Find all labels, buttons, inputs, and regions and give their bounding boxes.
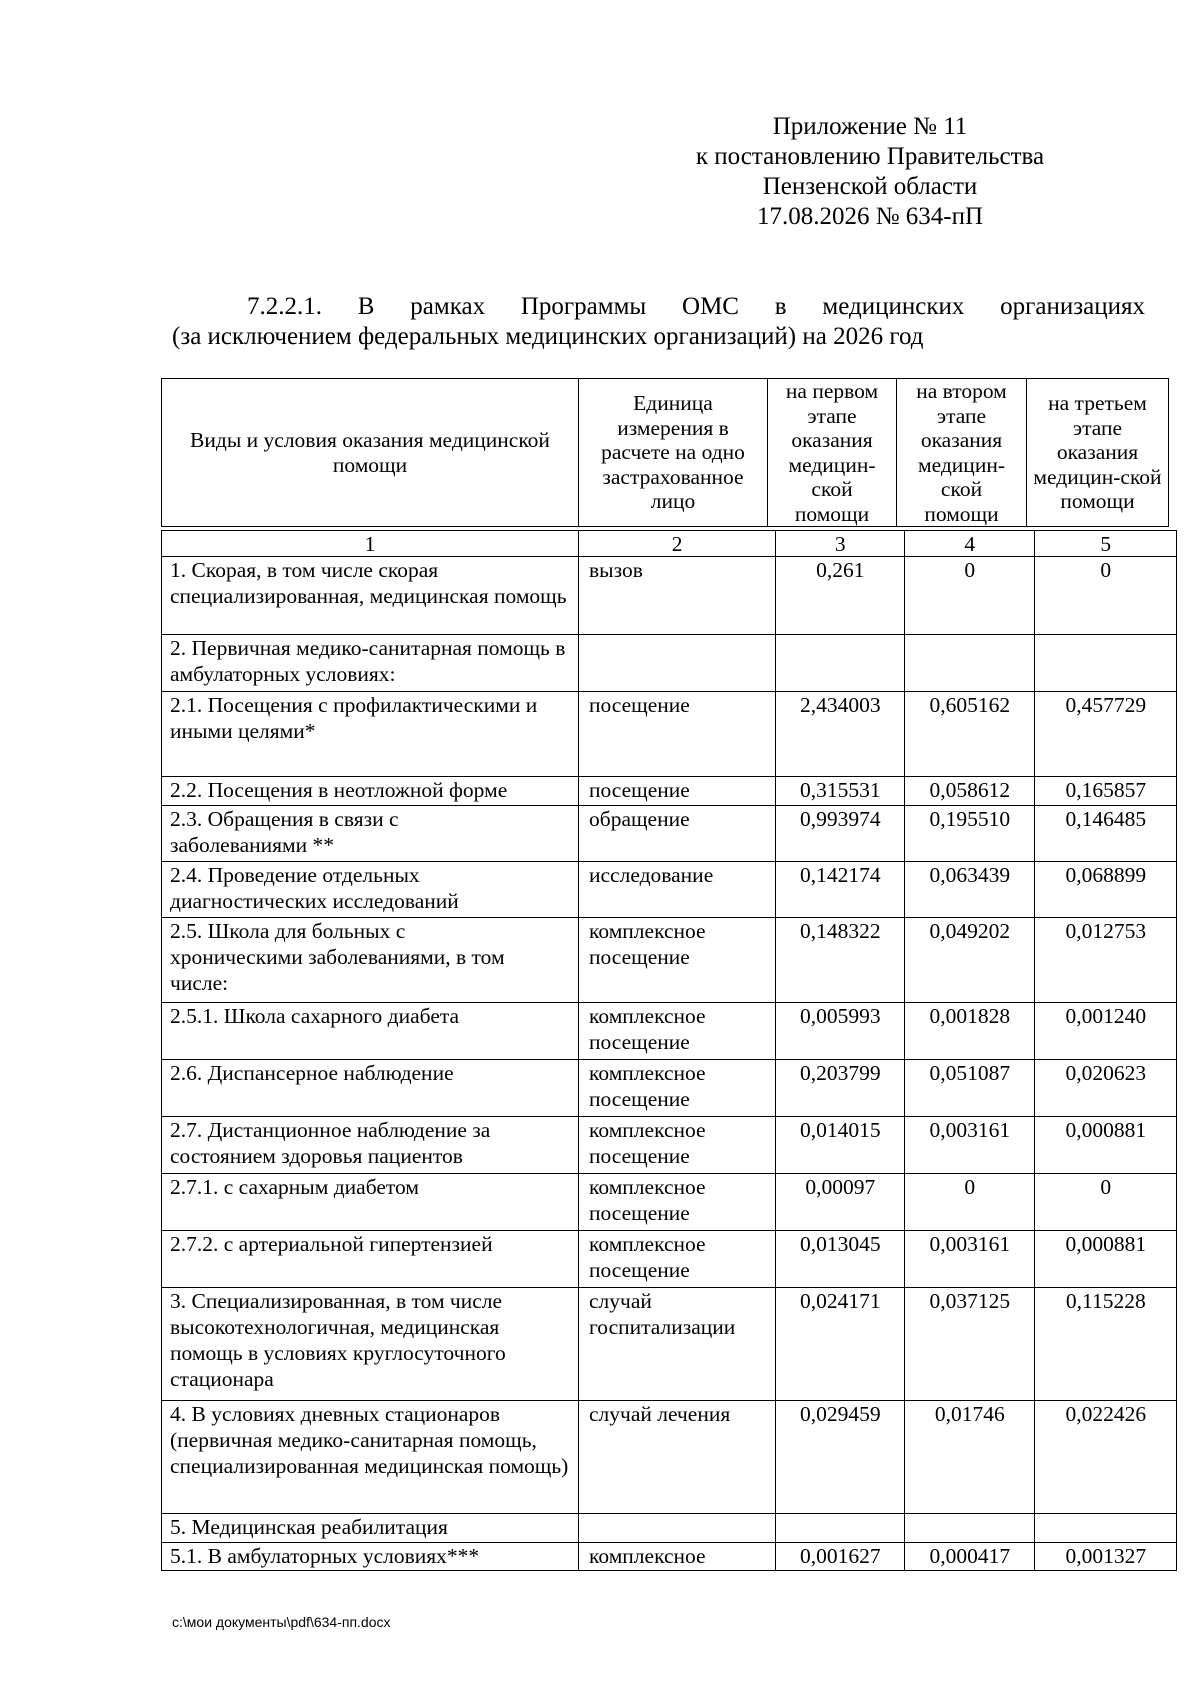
header-cell-unit: Единица измерения в расчете на одно застрахованное лицо (579, 379, 768, 527)
row-unit: посещение (579, 777, 776, 806)
row-name: 2. Первичная медико-санитарная помощь в амбулаторных условиях: (162, 635, 579, 692)
row-unit: посещение (579, 692, 776, 777)
row-value-stage1: 0,148322 (776, 918, 905, 1003)
table-row (162, 918, 1177, 1003)
row-value-stage3: 0 (1035, 557, 1177, 635)
table-row (162, 1401, 1177, 1514)
row-value-stage2: 0,000417 (905, 1543, 1035, 1571)
section-intro (172, 292, 1145, 352)
header-cell-kind: Виды и условия оказания медицинской помощи (162, 379, 579, 527)
row-unit: комплексное (579, 1543, 776, 1571)
row-unit: обращение (579, 806, 776, 862)
row-value-stage2 (905, 635, 1035, 692)
row-value-stage3: 0,020623 (1035, 1060, 1177, 1117)
row-value-stage3: 0,165857 (1035, 777, 1177, 806)
table-row (162, 635, 1177, 692)
appendix-region: Пензенской области (762, 173, 978, 200)
row-value-stage1: 0,013045 (776, 1231, 905, 1288)
row-value-stage3: 0,022426 (1035, 1401, 1177, 1514)
column-number: 1 (162, 531, 579, 557)
row-value-stage2: 0,051087 (905, 1060, 1035, 1117)
appendix-ref: к постановлению Правительства (695, 143, 1045, 170)
row-unit: комплексное посещение (579, 1003, 776, 1060)
row-value-stage3: 0,001327 (1035, 1543, 1177, 1571)
section-intro-line1: 7.2.2.1. В рамках Программы ОМС в медицинских организациях (247, 293, 1145, 320)
row-value-stage2: 0,063439 (905, 862, 1035, 918)
row-value-stage1: 0,024171 (776, 1288, 905, 1401)
appendix-block (640, 112, 1100, 232)
row-value-stage1: 0,261 (776, 557, 905, 635)
table-row (162, 777, 1177, 806)
row-name: 2.4. Проведение отдельных диагностических исследований (162, 862, 579, 918)
column-number: 2 (579, 531, 776, 557)
table-row (162, 1514, 1177, 1543)
row-name: 2.7.2. с артериальной гипертензией (162, 1231, 579, 1288)
row-value-stage3: 0 (1035, 1174, 1177, 1231)
row-name: 4. В условиях дневных стационаров (первичная медико-санитарная помощь, специализированная медицинская помощь) (162, 1401, 579, 1514)
row-unit (579, 1514, 776, 1543)
row-unit: комплексное посещение (579, 1060, 776, 1117)
row-unit: комплексное посещение (579, 918, 776, 1003)
column-number: 4 (905, 531, 1035, 557)
row-value-stage1: 2,434003 (776, 692, 905, 777)
table-row (162, 1003, 1177, 1060)
row-value-stage2: 0 (905, 557, 1035, 635)
table-row (162, 806, 1177, 862)
row-name: 2.3. Обращения в связи с заболеваниями ** (162, 806, 579, 862)
table-row (162, 692, 1177, 777)
row-value-stage1: 0,142174 (776, 862, 905, 918)
row-value-stage3: 0,068899 (1035, 862, 1177, 918)
row-value-stage1: 0,203799 (776, 1060, 905, 1117)
row-name: 1. Скорая, в том числе скорая специализированная, медицинская помощь (162, 557, 579, 635)
row-value-stage2: 0,001828 (905, 1003, 1035, 1060)
row-name: 2.7. Дистанционное наблюдение за состоянием здоровья пациентов (162, 1117, 579, 1174)
row-name: 5.1. В амбулаторных условиях*** (162, 1543, 579, 1571)
row-value-stage1: 0,315531 (776, 777, 905, 806)
table-row (162, 1231, 1177, 1288)
row-unit: комплексное посещение (579, 1174, 776, 1231)
row-unit: комплексное посещение (579, 1117, 776, 1174)
table-row (162, 1060, 1177, 1117)
row-value-stage2: 0,058612 (905, 777, 1035, 806)
row-unit: вызов (579, 557, 776, 635)
row-value-stage3: 0,457729 (1035, 692, 1177, 777)
row-value-stage1: 0,00097 (776, 1174, 905, 1231)
row-name: 2.5.1. Школа сахарного диабета (162, 1003, 579, 1060)
row-value-stage3 (1035, 1514, 1177, 1543)
row-value-stage1 (776, 635, 905, 692)
row-value-stage2: 0,003161 (905, 1117, 1035, 1174)
row-name: 2.7.1. с сахарным диабетом (162, 1174, 579, 1231)
appendix-title: Приложение № 11 (772, 113, 968, 140)
row-name: 3. Специализированная, в том числе высокотехнологичная, медицинская помощь в условиях круглосуточного стационара (162, 1288, 579, 1401)
column-number: 5 (1035, 531, 1177, 557)
row-value-stage3 (1035, 635, 1177, 692)
column-number-row (162, 531, 1177, 557)
table-header (161, 378, 1169, 527)
row-name: 2.5. Школа для больных с хроническими заболеваниями, в том числе: (162, 918, 579, 1003)
table-row (162, 1288, 1177, 1401)
row-name: 2.2. Посещения в неотложной форме (162, 777, 579, 806)
row-value-stage2 (905, 1514, 1035, 1543)
row-value-stage1: 0,005993 (776, 1003, 905, 1060)
row-name: 2.6. Диспансерное наблюдение (162, 1060, 579, 1117)
section-intro-line2: (за исключением федеральных медицинских организаций) на 2026 год (172, 323, 924, 350)
row-value-stage3: 0,001240 (1035, 1003, 1177, 1060)
row-value-stage1: 0,001627 (776, 1543, 905, 1571)
row-value-stage3: 0,115228 (1035, 1288, 1177, 1401)
row-unit (579, 635, 776, 692)
row-value-stage3: 0,012753 (1035, 918, 1177, 1003)
row-value-stage2: 0,003161 (905, 1231, 1035, 1288)
row-value-stage2: 0,049202 (905, 918, 1035, 1003)
table-row (162, 557, 1177, 635)
row-value-stage3: 0,000881 (1035, 1231, 1177, 1288)
row-value-stage1 (776, 1514, 905, 1543)
row-value-stage3: 0,000881 (1035, 1117, 1177, 1174)
row-unit: случай лечения (579, 1401, 776, 1514)
row-value-stage3: 0,146485 (1035, 806, 1177, 862)
row-unit: случай госпитализации (579, 1288, 776, 1401)
data-table (161, 530, 1177, 1571)
row-value-stage2: 0,037125 (905, 1288, 1035, 1401)
table-row (162, 1117, 1177, 1174)
appendix-date-number: 17.08.2026 № 634-пП (756, 203, 984, 230)
header-cell-stage2: на втором этапе оказания медицин-ской помощи (897, 379, 1027, 527)
row-value-stage2: 0 (905, 1174, 1035, 1231)
header-row (162, 379, 1169, 527)
row-unit: комплексное посещение (579, 1231, 776, 1288)
table-row (162, 1174, 1177, 1231)
file-path-footer: c:\мои документы\pdf\634-пп.docx (172, 1614, 391, 1630)
table-row (162, 862, 1177, 918)
column-number: 3 (776, 531, 905, 557)
row-unit: исследование (579, 862, 776, 918)
row-name: 2.1. Посещения с профилактическими и иными целями* (162, 692, 579, 777)
row-value-stage2: 0,605162 (905, 692, 1035, 777)
row-value-stage1: 0,014015 (776, 1117, 905, 1174)
row-value-stage2: 0,195510 (905, 806, 1035, 862)
row-name: 5. Медицинская реабилитация (162, 1514, 579, 1543)
row-value-stage2: 0,01746 (905, 1401, 1035, 1514)
header-cell-stage3: на третьем этапе оказания медицин-ской помощи (1027, 379, 1169, 527)
header-cell-stage1: на первом этапе оказания медицин-ской помощи (768, 379, 897, 527)
row-value-stage1: 0,029459 (776, 1401, 905, 1514)
row-value-stage1: 0,993974 (776, 806, 905, 862)
table-row (162, 1543, 1177, 1571)
